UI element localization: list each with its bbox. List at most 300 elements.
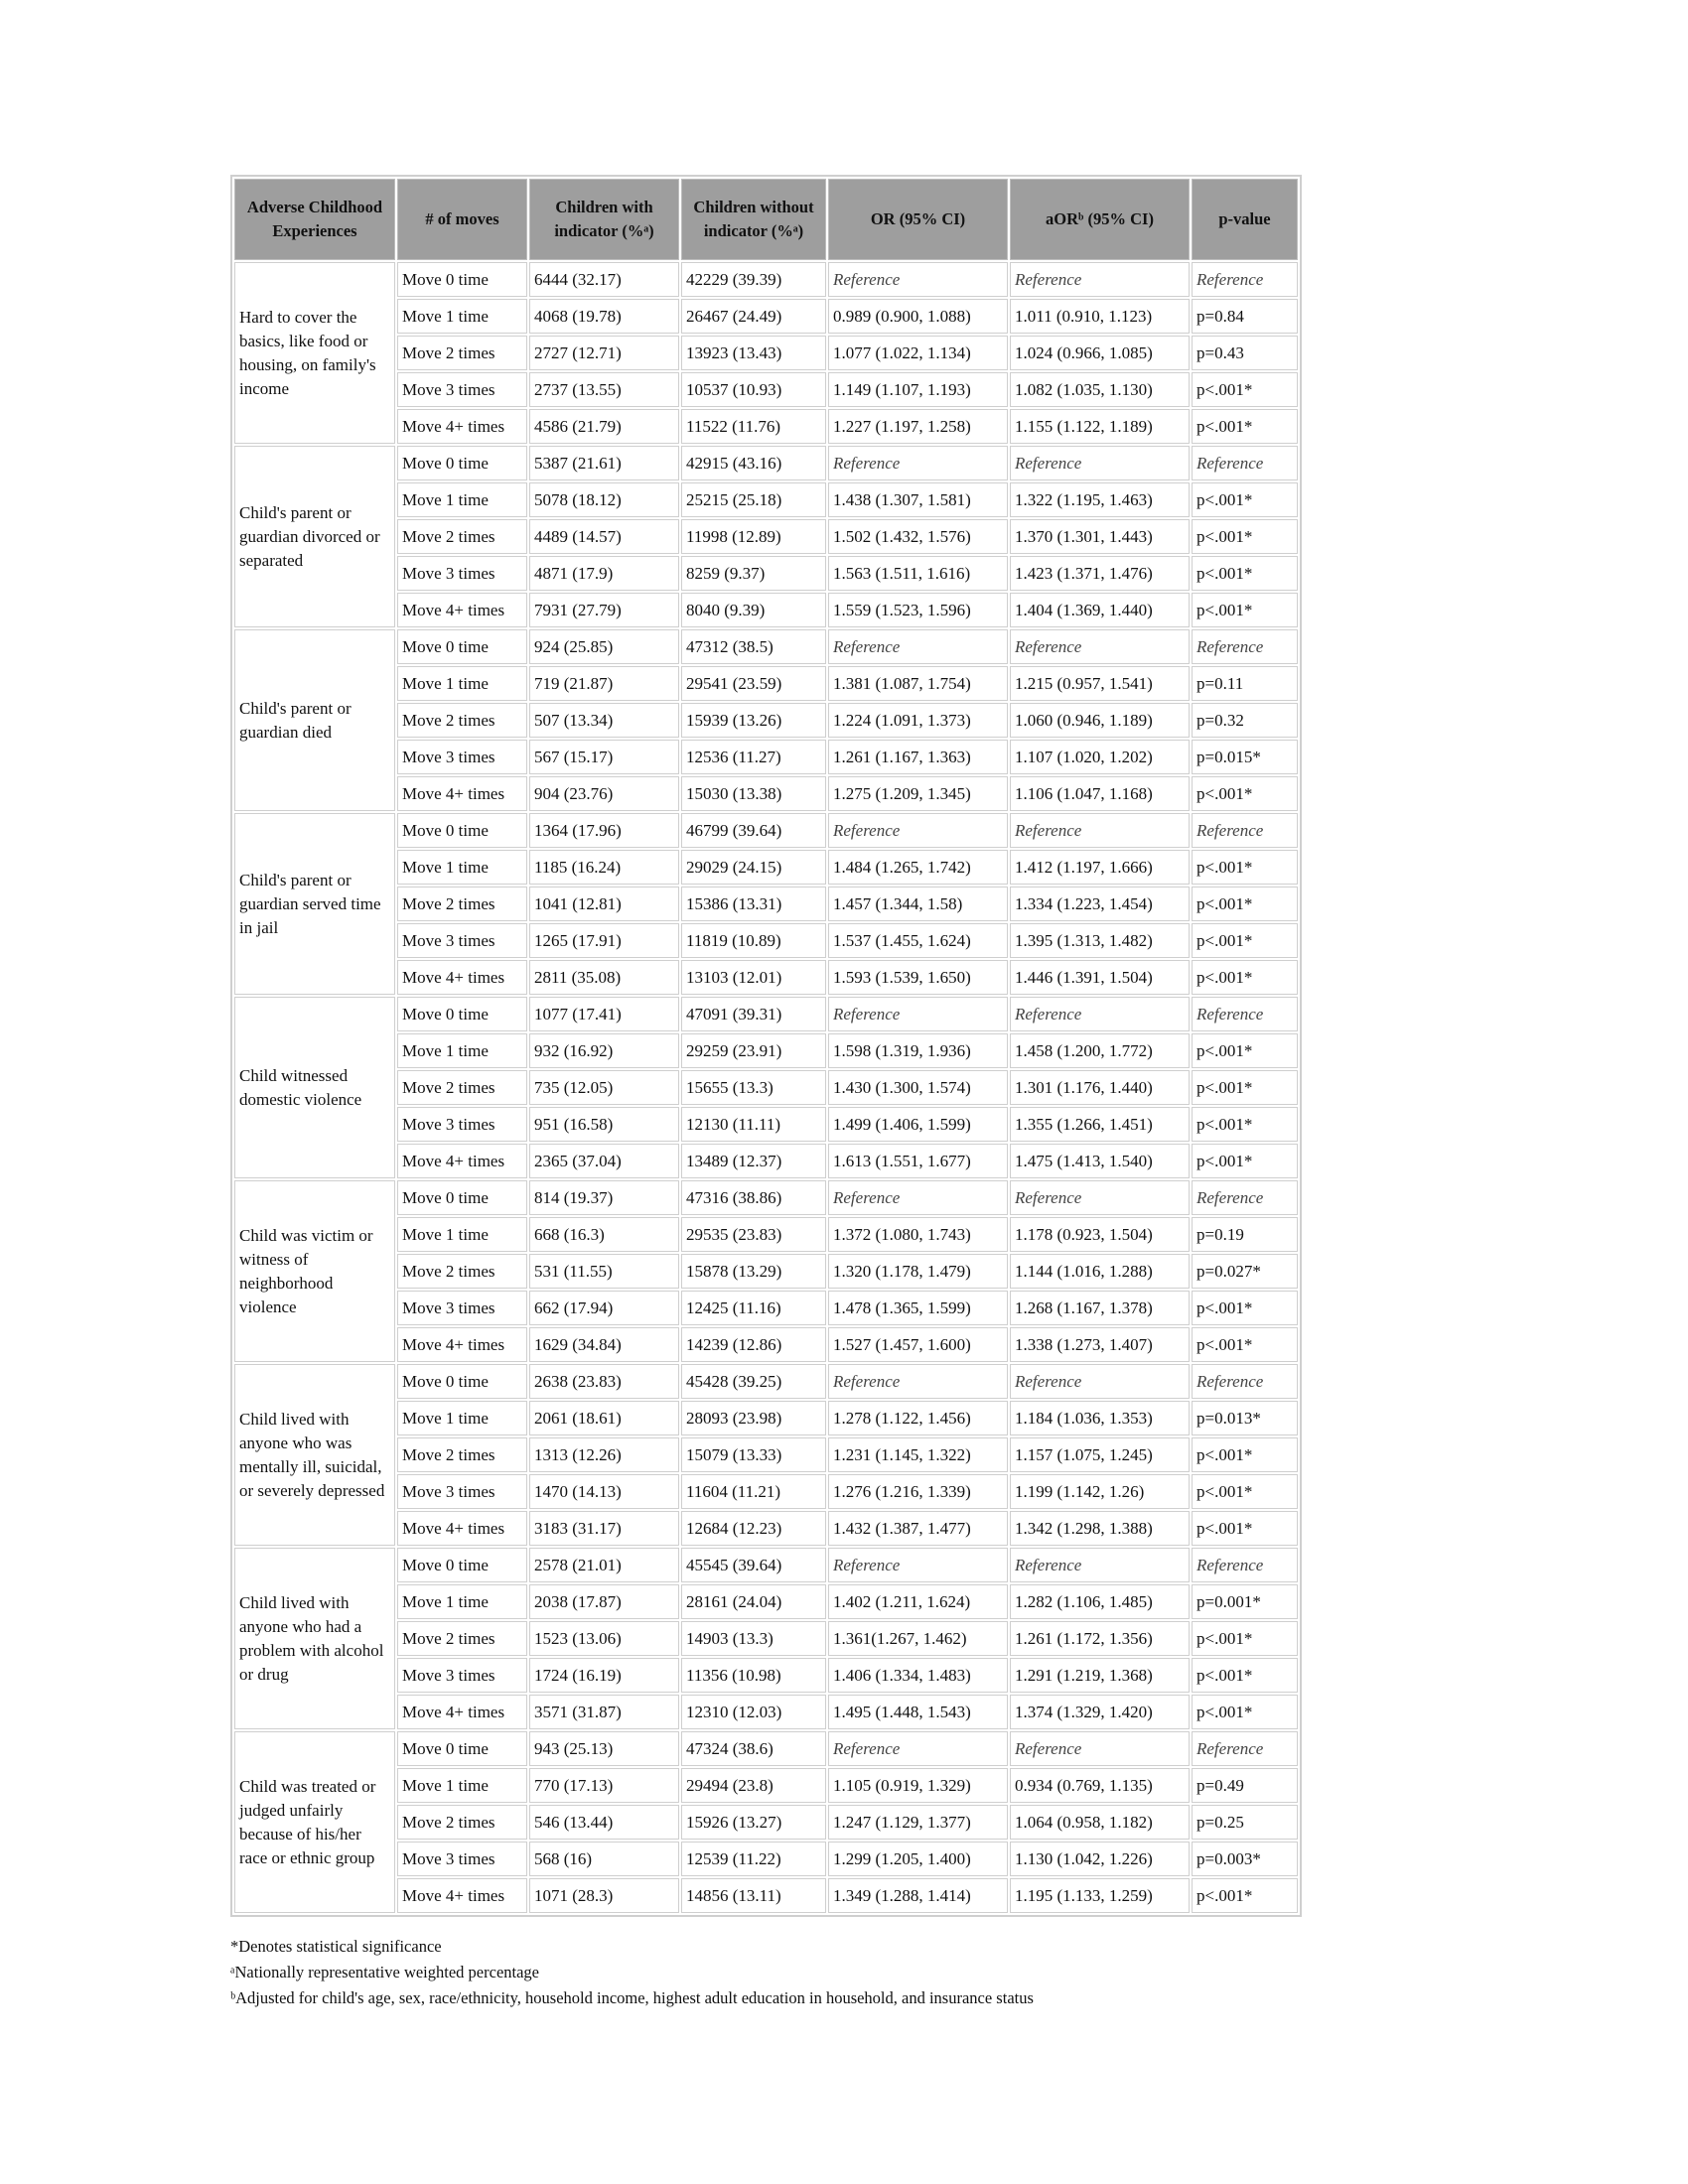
with-indicator-cell: 770 (17.13) — [529, 1768, 679, 1803]
with-indicator-cell: 5078 (18.12) — [529, 482, 679, 517]
with-indicator-cell: 943 (25.13) — [529, 1731, 679, 1766]
or-cell: 1.372 (1.080, 1.743) — [828, 1217, 1008, 1252]
aor-cell: 1.370 (1.301, 1.443) — [1010, 519, 1190, 554]
aor-cell: 1.291 (1.219, 1.368) — [1010, 1658, 1190, 1693]
moves-cell: Move 0 time — [397, 1731, 527, 1766]
moves-cell: Move 3 times — [397, 1658, 527, 1693]
or-cell: Reference — [828, 1364, 1008, 1399]
with-indicator-cell: 814 (19.37) — [529, 1180, 679, 1215]
without-indicator-cell: 46799 (39.64) — [681, 813, 826, 848]
moves-cell: Move 2 times — [397, 1437, 527, 1472]
or-cell: 1.105 (0.919, 1.329) — [828, 1768, 1008, 1803]
p-value-cell: p<.001* — [1192, 923, 1298, 958]
p-value-cell: p<.001* — [1192, 1107, 1298, 1142]
or-cell: Reference — [828, 446, 1008, 480]
p-value-cell: p<.001* — [1192, 482, 1298, 517]
with-indicator-cell: 1077 (17.41) — [529, 997, 679, 1031]
or-cell: 1.149 (1.107, 1.193) — [828, 372, 1008, 407]
without-indicator-cell: 47312 (38.5) — [681, 629, 826, 664]
header-or: OR (95% CI) — [828, 179, 1008, 260]
moves-cell: Move 1 time — [397, 482, 527, 517]
p-value-cell: p=0.49 — [1192, 1768, 1298, 1803]
without-indicator-cell: 47316 (38.86) — [681, 1180, 826, 1215]
p-value-cell: p<.001* — [1192, 887, 1298, 921]
moves-cell: Move 0 time — [397, 1364, 527, 1399]
or-cell: 0.989 (0.900, 1.088) — [828, 299, 1008, 334]
or-cell: 1.276 (1.216, 1.339) — [828, 1474, 1008, 1509]
p-value-cell: p<.001* — [1192, 372, 1298, 407]
moves-cell: Move 1 time — [397, 850, 527, 885]
p-value-cell: p<.001* — [1192, 1695, 1298, 1729]
or-cell: Reference — [828, 1731, 1008, 1766]
moves-cell: Move 2 times — [397, 887, 527, 921]
p-value-cell: Reference — [1192, 1548, 1298, 1582]
with-indicator-cell: 904 (23.76) — [529, 776, 679, 811]
aor-cell: 1.282 (1.106, 1.485) — [1010, 1584, 1190, 1619]
or-cell: 1.613 (1.551, 1.677) — [828, 1144, 1008, 1178]
p-value-cell: Reference — [1192, 1731, 1298, 1766]
experience-label: Hard to cover the basics, like food or housing, on family's income — [234, 262, 395, 444]
or-cell: 1.563 (1.511, 1.616) — [828, 556, 1008, 591]
or-cell: 1.502 (1.432, 1.576) — [828, 519, 1008, 554]
or-cell: Reference — [828, 1180, 1008, 1215]
moves-cell: Move 1 time — [397, 1033, 527, 1068]
with-indicator-cell: 1071 (28.3) — [529, 1878, 679, 1913]
without-indicator-cell: 15655 (13.3) — [681, 1070, 826, 1105]
aor-cell: 1.144 (1.016, 1.288) — [1010, 1254, 1190, 1289]
moves-cell: Move 4+ times — [397, 1511, 527, 1546]
experience-label: Child lived with anyone who had a problem with alcohol or drug — [234, 1548, 395, 1729]
with-indicator-cell: 2737 (13.55) — [529, 372, 679, 407]
p-value-cell: Reference — [1192, 629, 1298, 664]
or-cell: 1.247 (1.129, 1.377) — [828, 1805, 1008, 1840]
p-value-cell: p=0.19 — [1192, 1217, 1298, 1252]
moves-cell: Move 0 time — [397, 262, 527, 297]
without-indicator-cell: 15079 (13.33) — [681, 1437, 826, 1472]
moves-cell: Move 1 time — [397, 1768, 527, 1803]
with-indicator-cell: 2365 (37.04) — [529, 1144, 679, 1178]
or-cell: 1.593 (1.539, 1.650) — [828, 960, 1008, 995]
or-cell: Reference — [828, 629, 1008, 664]
or-cell: Reference — [828, 1548, 1008, 1582]
or-cell: 1.457 (1.344, 1.58) — [828, 887, 1008, 921]
p-value-cell: p=0.015* — [1192, 740, 1298, 774]
or-cell: 1.406 (1.334, 1.483) — [828, 1658, 1008, 1693]
with-indicator-cell: 2727 (12.71) — [529, 336, 679, 370]
moves-cell: Move 4+ times — [397, 1878, 527, 1913]
without-indicator-cell: 11998 (12.89) — [681, 519, 826, 554]
experience-label: Child's parent or guardian died — [234, 629, 395, 811]
table-row — [234, 1548, 1298, 1582]
experience-label: Child witnessed domestic violence — [234, 997, 395, 1178]
without-indicator-cell: 12425 (11.16) — [681, 1291, 826, 1325]
p-value-cell: p<.001* — [1192, 960, 1298, 995]
experience-label: Child was treated or judged unfairly because of his/her race or ethnic group — [234, 1731, 395, 1913]
with-indicator-cell: 662 (17.94) — [529, 1291, 679, 1325]
without-indicator-cell: 11604 (11.21) — [681, 1474, 826, 1509]
with-indicator-cell: 6444 (32.17) — [529, 262, 679, 297]
aor-cell: Reference — [1010, 446, 1190, 480]
p-value-cell: p<.001* — [1192, 556, 1298, 591]
moves-cell: Move 3 times — [397, 372, 527, 407]
or-cell: 1.527 (1.457, 1.600) — [828, 1327, 1008, 1362]
with-indicator-cell: 735 (12.05) — [529, 1070, 679, 1105]
p-value-cell: p<.001* — [1192, 593, 1298, 627]
without-indicator-cell: 11819 (10.89) — [681, 923, 826, 958]
header-experience: Adverse Childhood Experiences — [234, 179, 395, 260]
with-indicator-cell: 4586 (21.79) — [529, 409, 679, 444]
header-moves: # of moves — [397, 179, 527, 260]
p-value-cell: p=0.43 — [1192, 336, 1298, 370]
moves-cell: Move 4+ times — [397, 1144, 527, 1178]
or-cell: 1.278 (1.122, 1.456) — [828, 1401, 1008, 1435]
with-indicator-cell: 668 (16.3) — [529, 1217, 679, 1252]
aor-cell: 1.107 (1.020, 1.202) — [1010, 740, 1190, 774]
without-indicator-cell: 42915 (43.16) — [681, 446, 826, 480]
table-row — [234, 262, 1298, 297]
experience-label: Child's parent or guardian served time in jail — [234, 813, 395, 995]
moves-cell: Move 3 times — [397, 1291, 527, 1325]
or-cell: 1.402 (1.211, 1.624) — [828, 1584, 1008, 1619]
aor-cell: 1.338 (1.273, 1.407) — [1010, 1327, 1190, 1362]
p-value-cell: p=0.11 — [1192, 666, 1298, 701]
p-value-cell: p<.001* — [1192, 1878, 1298, 1913]
or-cell: 1.478 (1.365, 1.599) — [828, 1291, 1008, 1325]
aor-cell: 1.024 (0.966, 1.085) — [1010, 336, 1190, 370]
moves-cell: Move 0 time — [397, 1180, 527, 1215]
or-cell: 1.537 (1.455, 1.624) — [828, 923, 1008, 958]
with-indicator-cell: 1364 (17.96) — [529, 813, 679, 848]
with-indicator-cell: 568 (16) — [529, 1842, 679, 1876]
with-indicator-cell: 7931 (27.79) — [529, 593, 679, 627]
p-value-cell: p=0.003* — [1192, 1842, 1298, 1876]
aor-cell: 0.934 (0.769, 1.135) — [1010, 1768, 1190, 1803]
or-cell: 1.261 (1.167, 1.363) — [828, 740, 1008, 774]
p-value-cell: p<.001* — [1192, 1621, 1298, 1656]
without-indicator-cell: 29029 (24.15) — [681, 850, 826, 885]
without-indicator-cell: 15878 (13.29) — [681, 1254, 826, 1289]
experience-label: Child was victim or witness of neighborhood violence — [234, 1180, 395, 1362]
without-indicator-cell: 15030 (13.38) — [681, 776, 826, 811]
with-indicator-cell: 546 (13.44) — [529, 1805, 679, 1840]
without-indicator-cell: 15926 (13.27) — [681, 1805, 826, 1840]
or-cell: 1.077 (1.022, 1.134) — [828, 336, 1008, 370]
p-value-cell: Reference — [1192, 262, 1298, 297]
p-value-cell: p=0.027* — [1192, 1254, 1298, 1289]
with-indicator-cell: 1313 (12.26) — [529, 1437, 679, 1472]
with-indicator-cell: 3183 (31.17) — [529, 1511, 679, 1546]
or-cell: 1.432 (1.387, 1.477) — [828, 1511, 1008, 1546]
p-value-cell: p<.001* — [1192, 1474, 1298, 1509]
aor-cell: 1.374 (1.329, 1.420) — [1010, 1695, 1190, 1729]
aor-cell: Reference — [1010, 262, 1190, 297]
aor-cell: Reference — [1010, 1364, 1190, 1399]
or-cell: Reference — [828, 997, 1008, 1031]
header-aor: aORᵇ (95% CI) — [1010, 179, 1190, 260]
footnote-significance: *Denotes statistical significance — [230, 1937, 442, 1956]
moves-cell: Move 0 time — [397, 446, 527, 480]
or-cell: 1.349 (1.288, 1.414) — [828, 1878, 1008, 1913]
without-indicator-cell: 15386 (13.31) — [681, 887, 826, 921]
with-indicator-cell: 507 (13.34) — [529, 703, 679, 738]
with-indicator-cell: 4068 (19.78) — [529, 299, 679, 334]
moves-cell: Move 1 time — [397, 1584, 527, 1619]
p-value-cell: p=0.25 — [1192, 1805, 1298, 1840]
footnote-weighted-percentage: ᵃNationally representative weighted percentage — [230, 1963, 539, 1981]
p-value-cell: p<.001* — [1192, 1070, 1298, 1105]
aor-cell: 1.215 (0.957, 1.541) — [1010, 666, 1190, 701]
with-indicator-cell: 5387 (21.61) — [529, 446, 679, 480]
with-indicator-cell: 567 (15.17) — [529, 740, 679, 774]
moves-cell: Move 3 times — [397, 923, 527, 958]
header-without-indicator: Children without indicator (%ᵃ) — [681, 179, 826, 260]
without-indicator-cell: 12130 (11.11) — [681, 1107, 826, 1142]
aor-cell: 1.064 (0.958, 1.182) — [1010, 1805, 1190, 1840]
moves-cell: Move 0 time — [397, 1548, 527, 1582]
without-indicator-cell: 13489 (12.37) — [681, 1144, 826, 1178]
aor-cell: 1.446 (1.391, 1.504) — [1010, 960, 1190, 995]
aor-cell: Reference — [1010, 1180, 1190, 1215]
p-value-cell: p=0.32 — [1192, 703, 1298, 738]
aor-cell: 1.060 (0.946, 1.189) — [1010, 703, 1190, 738]
with-indicator-cell: 2578 (21.01) — [529, 1548, 679, 1582]
table-row — [234, 1731, 1298, 1766]
without-indicator-cell: 14903 (13.3) — [681, 1621, 826, 1656]
p-value-cell: p=0.013* — [1192, 1401, 1298, 1435]
moves-cell: Move 1 time — [397, 1217, 527, 1252]
p-value-cell: p=0.84 — [1192, 299, 1298, 334]
table-row — [234, 1364, 1298, 1399]
moves-cell: Move 4+ times — [397, 593, 527, 627]
without-indicator-cell: 47324 (38.6) — [681, 1731, 826, 1766]
with-indicator-cell: 1185 (16.24) — [529, 850, 679, 885]
without-indicator-cell: 26467 (24.49) — [681, 299, 826, 334]
without-indicator-cell: 45545 (39.64) — [681, 1548, 826, 1582]
moves-cell: Move 3 times — [397, 1474, 527, 1509]
without-indicator-cell: 14856 (13.11) — [681, 1878, 826, 1913]
with-indicator-cell: 2811 (35.08) — [529, 960, 679, 995]
with-indicator-cell: 2638 (23.83) — [529, 1364, 679, 1399]
or-cell: 1.275 (1.209, 1.345) — [828, 776, 1008, 811]
or-cell: 1.559 (1.523, 1.596) — [828, 593, 1008, 627]
with-indicator-cell: 4489 (14.57) — [529, 519, 679, 554]
aor-cell: 1.342 (1.298, 1.388) — [1010, 1511, 1190, 1546]
document-page — [230, 175, 1302, 1917]
with-indicator-cell: 951 (16.58) — [529, 1107, 679, 1142]
without-indicator-cell: 15939 (13.26) — [681, 703, 826, 738]
without-indicator-cell: 11522 (11.76) — [681, 409, 826, 444]
p-value-cell: p<.001* — [1192, 1327, 1298, 1362]
aor-cell: 1.423 (1.371, 1.476) — [1010, 556, 1190, 591]
p-value-cell: Reference — [1192, 997, 1298, 1031]
aor-cell: 1.355 (1.266, 1.451) — [1010, 1107, 1190, 1142]
aor-cell: 1.458 (1.200, 1.772) — [1010, 1033, 1190, 1068]
moves-cell: Move 0 time — [397, 629, 527, 664]
aor-cell: 1.106 (1.047, 1.168) — [1010, 776, 1190, 811]
ace-results-table — [230, 175, 1302, 1917]
aor-cell: Reference — [1010, 1548, 1190, 1582]
without-indicator-cell: 28093 (23.98) — [681, 1401, 826, 1435]
aor-cell: 1.178 (0.923, 1.504) — [1010, 1217, 1190, 1252]
aor-cell: 1.404 (1.369, 1.440) — [1010, 593, 1190, 627]
experience-label: Child's parent or guardian divorced or separated — [234, 446, 395, 627]
without-indicator-cell: 28161 (24.04) — [681, 1584, 826, 1619]
moves-cell: Move 1 time — [397, 1401, 527, 1435]
or-cell: 1.224 (1.091, 1.373) — [828, 703, 1008, 738]
table-row — [234, 446, 1298, 480]
table-row — [234, 1180, 1298, 1215]
or-cell: 1.499 (1.406, 1.599) — [828, 1107, 1008, 1142]
table-row — [234, 813, 1298, 848]
moves-cell: Move 2 times — [397, 1805, 527, 1840]
aor-cell: 1.475 (1.413, 1.540) — [1010, 1144, 1190, 1178]
with-indicator-cell: 2038 (17.87) — [529, 1584, 679, 1619]
aor-cell: 1.261 (1.172, 1.356) — [1010, 1621, 1190, 1656]
moves-cell: Move 2 times — [397, 1070, 527, 1105]
or-cell: 1.598 (1.319, 1.936) — [828, 1033, 1008, 1068]
with-indicator-cell: 1265 (17.91) — [529, 923, 679, 958]
moves-cell: Move 4+ times — [397, 960, 527, 995]
or-cell: 1.430 (1.300, 1.574) — [828, 1070, 1008, 1105]
or-cell: 1.231 (1.145, 1.322) — [828, 1437, 1008, 1472]
experience-label: Child lived with anyone who was mentally ill, suicidal, or severely depressed — [234, 1364, 395, 1546]
without-indicator-cell: 29259 (23.91) — [681, 1033, 826, 1068]
aor-cell: 1.130 (1.042, 1.226) — [1010, 1842, 1190, 1876]
without-indicator-cell: 47091 (39.31) — [681, 997, 826, 1031]
moves-cell: Move 4+ times — [397, 776, 527, 811]
with-indicator-cell: 4871 (17.9) — [529, 556, 679, 591]
p-value-cell: p<.001* — [1192, 1437, 1298, 1472]
moves-cell: Move 3 times — [397, 556, 527, 591]
without-indicator-cell: 29494 (23.8) — [681, 1768, 826, 1803]
without-indicator-cell: 25215 (25.18) — [681, 482, 826, 517]
without-indicator-cell: 12539 (11.22) — [681, 1842, 826, 1876]
table-body — [234, 262, 1298, 1913]
or-cell: 1.495 (1.448, 1.543) — [828, 1695, 1008, 1729]
aor-cell: Reference — [1010, 1731, 1190, 1766]
footnotes — [230, 1934, 1034, 2011]
header-p-value: p-value — [1192, 179, 1298, 260]
p-value-cell: Reference — [1192, 1180, 1298, 1215]
aor-cell: Reference — [1010, 997, 1190, 1031]
aor-cell: 1.412 (1.197, 1.666) — [1010, 850, 1190, 885]
p-value-cell: p<.001* — [1192, 519, 1298, 554]
aor-cell: 1.155 (1.122, 1.189) — [1010, 409, 1190, 444]
or-cell: 1.438 (1.307, 1.581) — [828, 482, 1008, 517]
moves-cell: Move 3 times — [397, 740, 527, 774]
moves-cell: Move 2 times — [397, 1621, 527, 1656]
aor-cell: 1.334 (1.223, 1.454) — [1010, 887, 1190, 921]
aor-cell: Reference — [1010, 629, 1190, 664]
with-indicator-cell: 924 (25.85) — [529, 629, 679, 664]
moves-cell: Move 0 time — [397, 813, 527, 848]
aor-cell: 1.195 (1.133, 1.259) — [1010, 1878, 1190, 1913]
moves-cell: Move 2 times — [397, 519, 527, 554]
with-indicator-cell: 719 (21.87) — [529, 666, 679, 701]
without-indicator-cell: 11356 (10.98) — [681, 1658, 826, 1693]
moves-cell: Move 3 times — [397, 1842, 527, 1876]
table-row — [234, 629, 1298, 664]
p-value-cell: p<.001* — [1192, 850, 1298, 885]
without-indicator-cell: 12536 (11.27) — [681, 740, 826, 774]
without-indicator-cell: 8259 (9.37) — [681, 556, 826, 591]
moves-cell: Move 4+ times — [397, 1327, 527, 1362]
p-value-cell: p<.001* — [1192, 1511, 1298, 1546]
without-indicator-cell: 10537 (10.93) — [681, 372, 826, 407]
p-value-cell: Reference — [1192, 813, 1298, 848]
or-cell: Reference — [828, 262, 1008, 297]
moves-cell: Move 1 time — [397, 299, 527, 334]
without-indicator-cell: 13103 (12.01) — [681, 960, 826, 995]
aor-cell: 1.157 (1.075, 1.245) — [1010, 1437, 1190, 1472]
without-indicator-cell: 12684 (12.23) — [681, 1511, 826, 1546]
moves-cell: Move 3 times — [397, 1107, 527, 1142]
without-indicator-cell: 29535 (23.83) — [681, 1217, 826, 1252]
without-indicator-cell: 12310 (12.03) — [681, 1695, 826, 1729]
aor-cell: 1.322 (1.195, 1.463) — [1010, 482, 1190, 517]
or-cell: 1.361(1.267, 1.462) — [828, 1621, 1008, 1656]
with-indicator-cell: 932 (16.92) — [529, 1033, 679, 1068]
without-indicator-cell: 14239 (12.86) — [681, 1327, 826, 1362]
or-cell: 1.299 (1.205, 1.400) — [828, 1842, 1008, 1876]
with-indicator-cell: 1523 (13.06) — [529, 1621, 679, 1656]
table-header-row — [234, 179, 1298, 260]
p-value-cell: p<.001* — [1192, 1033, 1298, 1068]
aor-cell: 1.011 (0.910, 1.123) — [1010, 299, 1190, 334]
with-indicator-cell: 2061 (18.61) — [529, 1401, 679, 1435]
with-indicator-cell: 1470 (14.13) — [529, 1474, 679, 1509]
without-indicator-cell: 29541 (23.59) — [681, 666, 826, 701]
or-cell: 1.227 (1.197, 1.258) — [828, 409, 1008, 444]
moves-cell: Move 0 time — [397, 997, 527, 1031]
p-value-cell: Reference — [1192, 1364, 1298, 1399]
p-value-cell: Reference — [1192, 446, 1298, 480]
p-value-cell: p<.001* — [1192, 1144, 1298, 1178]
aor-cell: 1.082 (1.035, 1.130) — [1010, 372, 1190, 407]
moves-cell: Move 1 time — [397, 666, 527, 701]
p-value-cell: p=0.001* — [1192, 1584, 1298, 1619]
or-cell: Reference — [828, 813, 1008, 848]
moves-cell: Move 4+ times — [397, 409, 527, 444]
without-indicator-cell: 45428 (39.25) — [681, 1364, 826, 1399]
without-indicator-cell: 8040 (9.39) — [681, 593, 826, 627]
header-with-indicator: Children with indicator (%ᵃ) — [529, 179, 679, 260]
footnote-adjusted: ᵇAdjusted for child's age, sex, race/ethnicity, household income, highest adult education in household, and insurance status — [230, 1988, 1034, 2007]
p-value-cell: p<.001* — [1192, 1658, 1298, 1693]
without-indicator-cell: 42229 (39.39) — [681, 262, 826, 297]
p-value-cell: p<.001* — [1192, 1291, 1298, 1325]
table-row — [234, 997, 1298, 1031]
with-indicator-cell: 531 (11.55) — [529, 1254, 679, 1289]
with-indicator-cell: 3571 (31.87) — [529, 1695, 679, 1729]
aor-cell: 1.199 (1.142, 1.26) — [1010, 1474, 1190, 1509]
or-cell: 1.484 (1.265, 1.742) — [828, 850, 1008, 885]
aor-cell: 1.268 (1.167, 1.378) — [1010, 1291, 1190, 1325]
aor-cell: Reference — [1010, 813, 1190, 848]
aor-cell: 1.395 (1.313, 1.482) — [1010, 923, 1190, 958]
moves-cell: Move 2 times — [397, 336, 527, 370]
with-indicator-cell: 1041 (12.81) — [529, 887, 679, 921]
moves-cell: Move 4+ times — [397, 1695, 527, 1729]
moves-cell: Move 2 times — [397, 1254, 527, 1289]
with-indicator-cell: 1629 (34.84) — [529, 1327, 679, 1362]
with-indicator-cell: 1724 (16.19) — [529, 1658, 679, 1693]
aor-cell: 1.184 (1.036, 1.353) — [1010, 1401, 1190, 1435]
without-indicator-cell: 13923 (13.43) — [681, 336, 826, 370]
aor-cell: 1.301 (1.176, 1.440) — [1010, 1070, 1190, 1105]
p-value-cell: p<.001* — [1192, 409, 1298, 444]
moves-cell: Move 2 times — [397, 703, 527, 738]
